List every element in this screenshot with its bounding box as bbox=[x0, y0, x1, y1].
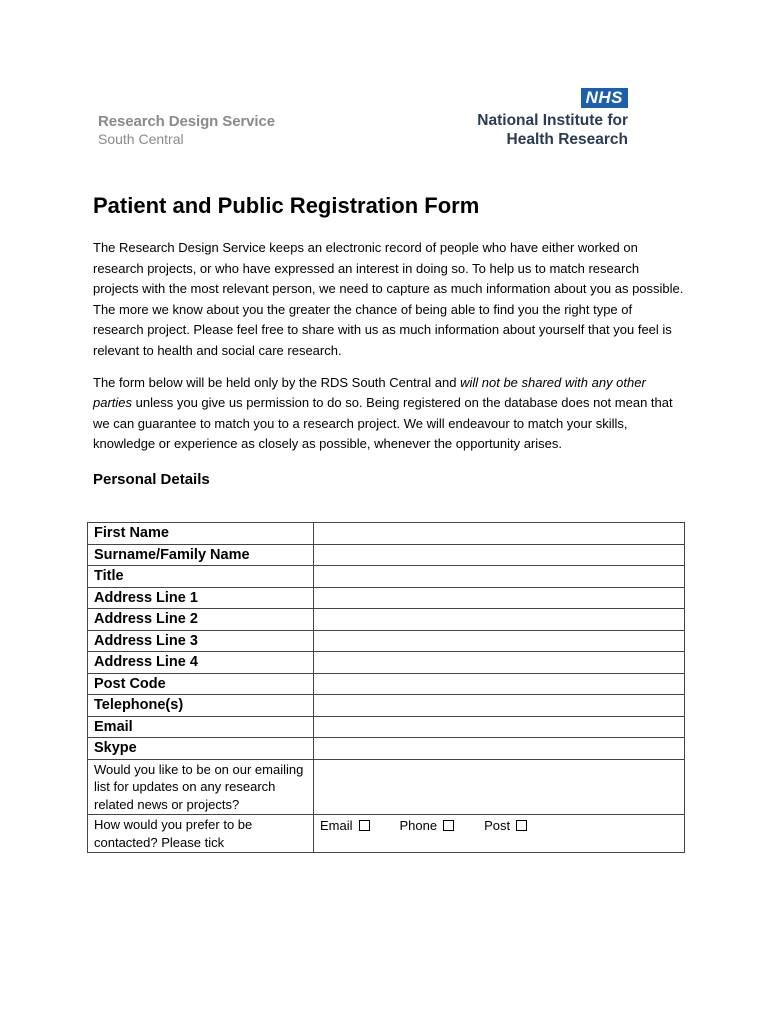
table-row bbox=[88, 544, 685, 566]
document-body bbox=[93, 190, 685, 504]
privacy-text-end: unless you give us permission to do so. Being registered on the database does not mean that we can guarantee to match you to a research project. We will endeavour to match your skills, knowledge or experience as closely as possible, whenever the opportunity arises. bbox=[93, 395, 673, 452]
nhs-badge: NHS bbox=[581, 88, 628, 108]
checkbox-phone[interactable] bbox=[443, 820, 454, 831]
table-row bbox=[88, 716, 685, 738]
address-line-4-field[interactable] bbox=[314, 652, 685, 674]
field-label: Address Line 2 bbox=[88, 609, 314, 631]
field-label: Address Line 4 bbox=[88, 652, 314, 674]
table-row bbox=[88, 695, 685, 717]
checkbox-post[interactable] bbox=[516, 820, 527, 831]
email-field[interactable] bbox=[314, 716, 685, 738]
nihr-logo bbox=[477, 88, 628, 149]
personal-details-table bbox=[87, 522, 685, 853]
table-row bbox=[88, 738, 685, 760]
table-row bbox=[88, 609, 685, 631]
table-row bbox=[88, 587, 685, 609]
surname-field[interactable] bbox=[314, 544, 685, 566]
page-title: Patient and Public Registration Form bbox=[93, 193, 480, 218]
address-line-1-field[interactable] bbox=[314, 587, 685, 609]
field-label: First Name bbox=[88, 523, 314, 545]
contact-option-label: Phone bbox=[399, 818, 438, 833]
telephone-field[interactable] bbox=[314, 695, 685, 717]
table-row bbox=[88, 652, 685, 674]
contact-option-label: Email bbox=[320, 818, 353, 833]
field-label: Address Line 1 bbox=[88, 587, 314, 609]
field-label: Email bbox=[88, 716, 314, 738]
table-row bbox=[88, 673, 685, 695]
mailing-list-question: Would you like to be on our emailing list for updates on any research related news or projects? bbox=[88, 759, 314, 815]
privacy-paragraph bbox=[93, 373, 685, 455]
field-label: Telephone(s) bbox=[88, 695, 314, 717]
section-heading: Personal Details bbox=[93, 470, 210, 488]
skype-field[interactable] bbox=[314, 738, 685, 760]
field-label: Address Line 3 bbox=[88, 630, 314, 652]
table-row bbox=[88, 566, 685, 588]
post-code-field[interactable] bbox=[314, 673, 685, 695]
field-label: Skype bbox=[88, 738, 314, 760]
checkbox-email[interactable] bbox=[359, 820, 370, 831]
privacy-text-emphasis: will not be shared with any other parties bbox=[93, 374, 646, 411]
field-label: Surname/Family Name bbox=[88, 544, 314, 566]
nihr-logo-line1: National Institute for bbox=[477, 112, 628, 129]
table-row bbox=[88, 759, 685, 815]
contact-option-phone[interactable] bbox=[400, 818, 455, 833]
contact-option-email[interactable] bbox=[320, 818, 370, 833]
contact-preference-question: How would you prefer to be contacted? Please tick bbox=[88, 815, 314, 853]
rds-logo bbox=[98, 113, 275, 148]
rds-logo-line2: South Central bbox=[98, 131, 184, 147]
contact-preference-options bbox=[314, 815, 685, 853]
table-row bbox=[88, 630, 685, 652]
field-label: Title bbox=[88, 566, 314, 588]
contact-option-label: Post bbox=[484, 818, 511, 833]
title-field[interactable] bbox=[314, 566, 685, 588]
first-name-field[interactable] bbox=[314, 523, 685, 545]
table-row bbox=[88, 523, 685, 545]
field-label: Post Code bbox=[88, 673, 314, 695]
rds-logo-line1: Research Design Service bbox=[98, 113, 275, 130]
contact-option-post[interactable] bbox=[484, 818, 527, 833]
mailing-list-answer[interactable] bbox=[314, 759, 685, 815]
address-line-2-field[interactable] bbox=[314, 609, 685, 631]
intro-paragraph: The Research Design Service keeps an electronic record of people who have either worked on research projects, or who have expressed an interest in doing so. To help us to match research projects with the most relevant person, we need to capture as much information about you as possible. The more we know about you the greater the chance of being able to find you the right type of research project. Please feel free to share with us as much information about yourself that you feel is relevant to health and social care research. bbox=[93, 240, 684, 358]
table-row bbox=[88, 815, 685, 853]
nihr-logo-line2: Health Research bbox=[506, 131, 628, 148]
privacy-text-start: The form below will be held only by the RDS South Central and bbox=[93, 374, 461, 390]
address-line-3-field[interactable] bbox=[314, 630, 685, 652]
